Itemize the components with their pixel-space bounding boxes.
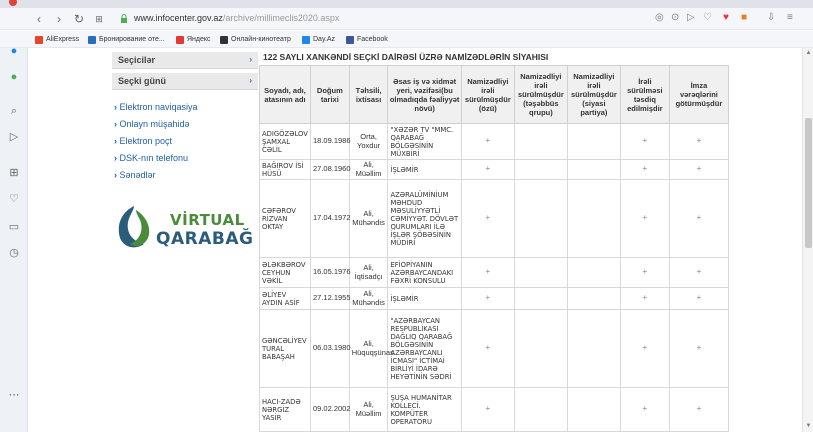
party-cell — [567, 160, 620, 180]
party-cell — [567, 258, 620, 288]
self-nominated-cell: + — [461, 288, 514, 310]
lock-icon — [120, 14, 128, 23]
candidates-table — [259, 65, 729, 432]
bookmark-yandex[interactable] — [176, 34, 211, 45]
virtual-qarabag-logo[interactable] — [112, 202, 258, 262]
shield-icon[interactable]: ♥ — [723, 12, 729, 23]
initiative-group-cell — [514, 310, 567, 388]
col-header-self-nominated: Namizədliyi irəli sürülmüşdür (özü) — [461, 66, 514, 124]
browser-logo-icon — [9, 0, 17, 6]
more-icon[interactable]: ⋯ — [8, 389, 20, 401]
birth-date: 16.05.1976 — [310, 258, 349, 288]
party-cell — [567, 288, 620, 310]
signature-sheets-cell: + — [669, 160, 728, 180]
workplace: İŞLƏMİR — [388, 160, 461, 180]
registered-cell: + — [620, 310, 669, 388]
heart-icon[interactable]: ♡ — [9, 193, 19, 205]
logo-text-qarabag: QARABAĞ — [156, 229, 254, 249]
party-cell — [567, 180, 620, 258]
education: Orta, Yoxdur — [349, 124, 388, 160]
link-dsk-phone[interactable]: › DSK-nın telefonu — [112, 149, 258, 166]
candidate-name: ƏLƏKBƏROV CEYHUN VƏKİL — [260, 258, 311, 288]
bookmark-label: AliExpress — [46, 36, 80, 43]
self-nominated-cell: + — [461, 310, 514, 388]
clock-icon[interactable]: ◷ — [9, 247, 19, 259]
party-cell — [567, 310, 620, 388]
party-cell — [567, 388, 620, 432]
birth-date: 17.04.1972 — [310, 180, 349, 258]
education: Ali, Mühəndis — [349, 180, 388, 258]
table-caption: 122 SAYLI XANKƏNDİ SEÇKİ DAİRƏSİ ÜZRƏ NAMİZƏDLƏRİN SİYAHISI — [263, 52, 549, 62]
col-header-signature-sheets: İmza vərəqlərini götürmüşdür — [669, 66, 728, 124]
scrollbar-thumb[interactable] — [805, 118, 812, 248]
education: Ali, Müəllim — [349, 160, 388, 180]
address-bar[interactable] — [134, 13, 339, 23]
link-documents[interactable]: › Sənədlər — [112, 166, 258, 183]
yandex-icon — [176, 36, 184, 44]
link-online-observation[interactable]: › Onlayn müşahidə — [112, 115, 258, 132]
site-menu — [112, 52, 258, 183]
col-header-name: Soyadı, adı, atasının adı — [260, 66, 311, 124]
forward-arrow-icon[interactable]: › — [57, 12, 61, 26]
education: Ali, Mühəndis — [349, 288, 388, 310]
col-header-workplace: Əsas iş və xidmət yeri, vəzifəsi(bu olmadıqda fəaliyyət növü) — [388, 66, 461, 124]
candidate-name: GƏNCƏLİYEV TURAL BABAŞAH — [260, 310, 311, 388]
signature-sheets-cell: + — [669, 288, 728, 310]
registered-cell: + — [620, 180, 669, 258]
candidate-name: BAĞIROV İSİ HÜSÜ — [260, 160, 311, 180]
bookmark-aliexpress[interactable] — [35, 34, 79, 45]
birth-date: 09.02.2002 — [310, 388, 349, 432]
apps-icon[interactable]: ⊞ — [9, 167, 19, 179]
menu-section-election-day[interactable] — [112, 73, 258, 90]
col-header-initiative-group: Namizədliyi irəli sürülmüşdür (təşəbbüs qrupu) — [514, 66, 567, 124]
self-nominated-cell: + — [461, 160, 514, 180]
grid-icon[interactable]: ⊞ — [95, 14, 103, 24]
initiative-group-cell — [514, 160, 567, 180]
bookmark-booking[interactable] — [88, 34, 165, 45]
table-header-row — [260, 66, 729, 124]
menu-section-label: Seçki günü — [118, 76, 167, 86]
alice-icon[interactable]: ● — [10, 45, 18, 57]
chevron-right-icon: › — [249, 76, 252, 85]
bookmark-label: Бронирование оте... — [99, 36, 165, 43]
workplace: İŞLƏMİR — [388, 288, 461, 310]
play-icon[interactable]: ▷ — [9, 131, 19, 143]
logo-emblem-icon — [114, 204, 154, 252]
workplace: EFİOPİYANIN AZƏRBAYCANDAKI FƏXRİ KONSULU — [388, 258, 461, 288]
self-nominated-cell: + — [461, 180, 514, 258]
table-row — [260, 160, 729, 180]
browser-sidebar — [0, 45, 28, 432]
candidates-panel — [259, 48, 799, 432]
bookmark-label: Яндекс — [187, 36, 211, 43]
registered-cell: + — [620, 160, 669, 180]
cinema-icon — [220, 36, 228, 44]
bookmark-label: Day.Az — [313, 36, 336, 43]
note-icon[interactable]: ▭ — [8, 221, 20, 233]
col-header-education: Təhsili, ixtisası — [349, 66, 388, 124]
play-icon[interactable]: ▷ — [687, 12, 695, 23]
aliexpress-icon — [35, 36, 43, 44]
birth-date: 06.03.1980 — [310, 310, 349, 388]
messenger-icon[interactable]: ● — [10, 71, 18, 83]
scroll-up-icon[interactable]: ▲ — [805, 50, 812, 56]
signature-sheets-cell: + — [669, 258, 728, 288]
col-header-dob: Doğum tarixi — [310, 66, 349, 124]
initiative-group-cell — [514, 258, 567, 288]
candidate-name: ADIGÖZƏLOV ŞAMXAL CƏLİL — [260, 124, 311, 160]
url-path: /archive/millimeclis2020.aspx — [222, 13, 340, 23]
url-domain: www.infocenter.gov.az — [134, 13, 223, 23]
bookmark-label: Онлайн-кинотеатр — [231, 36, 291, 43]
initiative-group-cell — [514, 124, 567, 160]
downloads-icon[interactable]: ⇩ — [767, 12, 776, 23]
bookmark-label: Facebook — [357, 36, 388, 43]
page-scrollbar[interactable] — [802, 48, 813, 432]
tab-strip — [0, 0, 813, 8]
menu-section-label: Seçicilər — [118, 55, 156, 65]
table-row — [260, 388, 729, 432]
workplace: "XƏZƏR TV "MMC. QARABAĞ BÖLGƏSİNİN MÜXBİRİ — [388, 124, 461, 160]
browser-toolbar — [0, 8, 813, 30]
workplace: "AZƏRBAYCAN RESPUBLİKASI DAĞLIQ QARABAĞ BÖLGƏSİNİN AZƏRBAYCANLI İCMASI" İCTİMAİ BİRLİYİ İDARƏ HEYƏTİNİN SƏDRİ — [388, 310, 461, 388]
education: Ali, Hüquqşünas — [349, 310, 388, 388]
registered-cell: + — [620, 388, 669, 432]
initiative-group-cell — [514, 180, 567, 258]
search-icon[interactable]: ⌕ — [10, 105, 18, 117]
back-arrow-icon[interactable]: ‹ — [37, 12, 41, 26]
page-content — [28, 48, 813, 432]
workplace: AZƏRALÜMİNİUM MƏHDUD MƏSULİYYƏTLİ CƏMİYYƏT. DÖVLƏT QURUMLARI İLƏ İŞLƏR ŞÖBƏSİNİN MÜDİRİ — [388, 180, 461, 258]
registered-cell: + — [620, 124, 669, 160]
initiative-group-cell — [514, 388, 567, 432]
self-nominated-cell: + — [461, 124, 514, 160]
table-row — [260, 288, 729, 310]
dayaz-icon — [302, 36, 310, 44]
logo-text-virtual: VİRTUAL — [170, 211, 245, 229]
bookmark-cinema[interactable] — [220, 34, 291, 45]
bookmarks-bar — [0, 31, 813, 48]
birth-date: 27.08.1960 — [310, 160, 349, 180]
signature-sheets-cell: + — [669, 124, 728, 160]
signature-sheets-cell: + — [669, 310, 728, 388]
table-row — [260, 258, 729, 288]
signature-sheets-cell: + — [669, 180, 728, 258]
initiative-group-cell — [514, 288, 567, 310]
extension-icon[interactable]: ■ — [741, 12, 748, 23]
link-email[interactable]: › Elektron poçt — [112, 132, 258, 149]
candidate-name: CƏFƏROV RİZVAN OKTAY — [260, 180, 311, 258]
reload-icon[interactable]: ↻ — [73, 12, 85, 26]
booking-icon — [88, 36, 96, 44]
birth-date: 27.12.1955 — [310, 288, 349, 310]
translate-icon[interactable]: ◎ — [655, 12, 664, 23]
birth-date: 18.09.1986 — [310, 124, 349, 160]
table-row — [260, 180, 729, 258]
self-nominated-cell: + — [461, 388, 514, 432]
candidate-name: ƏLİYEV AYDIN ASİF — [260, 288, 311, 310]
workplace: ŞUŞA HUMANİTAR KOLLECİ. KOMPÜTER OPERATORU — [388, 388, 461, 432]
col-header-party: Namizədliyi irəli sürülmüşdür (siyasi partiya) — [567, 66, 620, 124]
col-header-registered: İrəli sürülməsi təsdiq edilmişdir — [620, 66, 669, 124]
heart-icon[interactable]: ♡ — [703, 12, 712, 23]
signature-sheets-cell: + — [669, 388, 728, 432]
bookmark-facebook[interactable] — [346, 34, 388, 45]
registered-cell: + — [620, 258, 669, 288]
chevron-right-icon: › — [249, 55, 252, 64]
registered-cell: + — [620, 288, 669, 310]
education: Ali, İqtisadçı — [349, 258, 388, 288]
self-nominated-cell: + — [461, 258, 514, 288]
bookmark-dayaz[interactable] — [302, 34, 335, 45]
menu-icon[interactable]: ≡ — [787, 12, 793, 23]
table-row — [260, 124, 729, 160]
facebook-icon — [346, 36, 354, 44]
education: Ali, Müəllim — [349, 388, 388, 432]
scroll-down-icon[interactable]: ▼ — [805, 423, 812, 429]
menu-section-voters[interactable] — [112, 52, 258, 69]
link-electronic-navigation[interactable]: › Elektron naviqasiya — [112, 98, 258, 115]
download-icon[interactable]: ⊙ — [671, 12, 680, 23]
candidate-name: HACI-ZADƏ NƏRGİZ YASİR — [260, 388, 311, 432]
table-row — [260, 310, 729, 388]
party-cell — [567, 124, 620, 160]
